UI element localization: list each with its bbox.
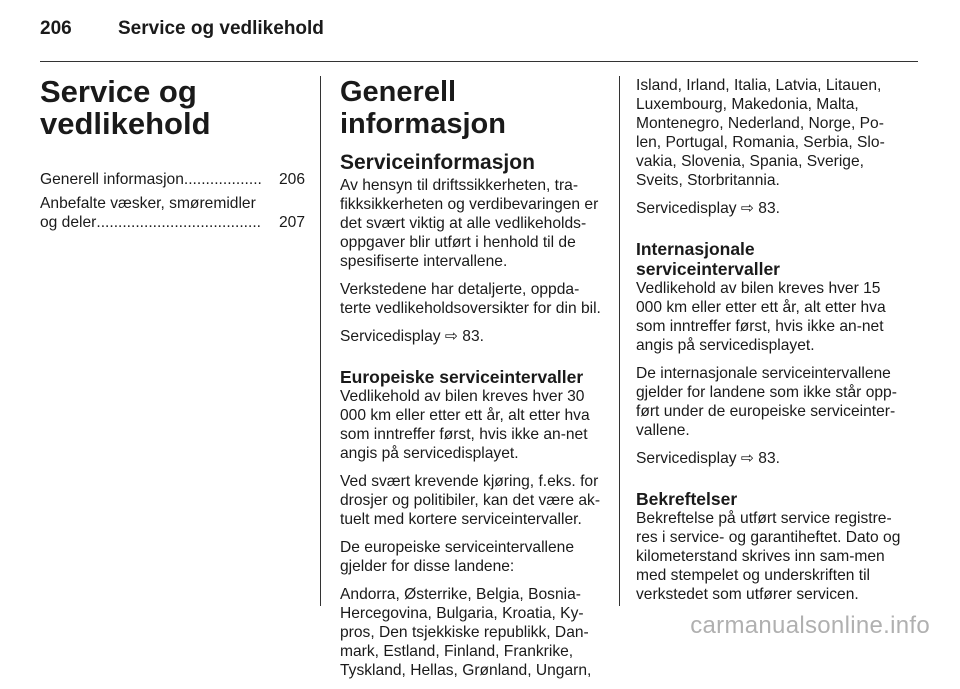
paragraph: Vedlikehold av bilen kreves hver 15 000 km eller etter ett år, alt etter hva som inntreffer først, hvis ikke an-net angis på servicedisplayet.	[636, 280, 886, 354]
section-heading: Generell informasjon	[340, 76, 506, 140]
toc-label: Generell informasjon	[40, 171, 184, 188]
toc-label-line1: Anbefalte væsker, smøremidler	[40, 195, 256, 212]
column-divider	[320, 76, 321, 606]
toc-page: 207	[278, 214, 305, 231]
cross-reference[interactable]: Servicedisplay ⇨ 83.	[636, 200, 780, 217]
subsection-heading: Serviceinformasjon	[340, 151, 535, 174]
paragraph: Av hensyn til driftssikkerheten, tra-fikksikkerheten og verdibevaringen er det svært viktig at alle vedlikeholds-oppgaver blir utført i henhold til de spesifiserte intervallene.	[340, 177, 599, 270]
page-number: 206	[40, 18, 72, 39]
paragraph: Verkstedene har detaljerte, oppda-terte vedlikeholdsoversikter for din bil.	[340, 281, 601, 317]
subsection-heading: Bekreftelser	[636, 489, 738, 509]
cross-reference[interactable]: Servicedisplay ⇨ 83.	[340, 328, 484, 345]
content-column-3	[636, 76, 902, 613]
chapter-heading: Service og vedlikehold	[40, 74, 211, 141]
column-divider	[619, 76, 620, 606]
header-rule	[40, 61, 918, 62]
running-title: Service og vedlikehold	[118, 18, 324, 39]
toc-label: og deler	[40, 214, 97, 231]
arrow-icon: ⇨	[740, 200, 754, 217]
cross-reference[interactable]: Servicedisplay ⇨ 83.	[636, 450, 780, 467]
toc-entry-fluids[interactable]	[40, 194, 305, 232]
paragraph: Andorra, Østerrike, Belgia, Bosnia-Hercegovina, Bulgaria, Kroatia, Ky-pros, Den tsjekkiske republikk, Dan-mark, Estland, Finland, Frankrike, Tyskland, Hellas, Grønland, Ungarn,	[340, 586, 592, 679]
toc-leader: ......................................	[96, 214, 261, 231]
toc-page: 206	[278, 171, 305, 188]
subsection-heading: Internasjonale serviceintervaller	[636, 239, 780, 279]
paragraph: Island, Irland, Italia, Latvia, Litauen, Luxembourg, Makedonia, Malta, Montenegro, Nederland, Norge, Po-len, Portugal, Romania, Serbia, Slo-vakia, Slovenia, Spania, Sverige, Sveits, Storbritannia.	[636, 77, 885, 189]
toc-column	[40, 76, 305, 237]
watermark: carmanualsonline.info	[690, 612, 930, 639]
subsection-heading: Europeiske serviceintervaller	[340, 367, 584, 387]
toc-leader: ..................	[183, 171, 262, 188]
paragraph: De europeiske serviceintervallene gjelder for disse landene:	[340, 539, 575, 575]
arrow-icon: ⇨	[444, 328, 458, 345]
paragraph: Bekreftelse på utført service registre-res i service- og garantiheftet. Dato og kilometerstand skrives inn sam-men med stempelet og underskriften til verkstedet som utfører servicen.	[636, 510, 901, 603]
paragraph: Vedlikehold av bilen kreves hver 30 000 km eller etter ett år, alt etter hva som inntreffer først, hvis ikke an-net angis på servicedisplayet.	[340, 388, 590, 462]
toc-entry-general[interactable]	[40, 170, 305, 189]
paragraph: Ved svært krevende kjøring, f.eks. for drosjer og politibiler, kan det være ak-tuelt med kortere serviceintervaller.	[340, 473, 601, 528]
arrow-icon: ⇨	[740, 450, 754, 467]
paragraph: De internasjonale serviceintervallene gjelder for landene som ikke står opp-ført under de europeiske serviceinter-vallene.	[636, 365, 897, 439]
content-column-2	[340, 76, 603, 689]
